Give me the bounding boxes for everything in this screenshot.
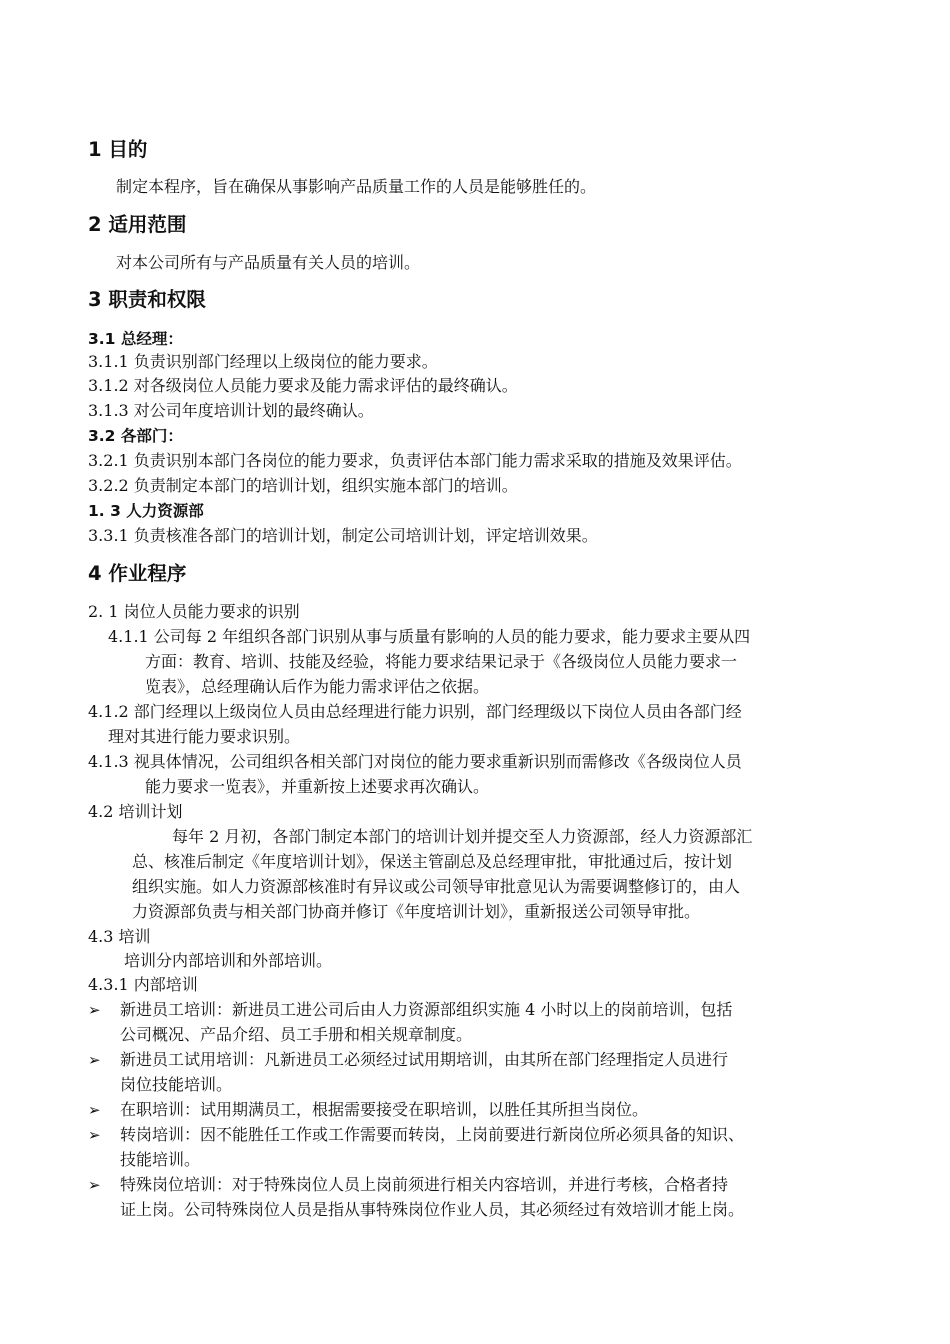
item-3-1-3: 3.1.3 对公司年度培训计划的最终确认。 — [88, 401, 374, 420]
item-4-1-2-line2: 理对其进行能力要求识别。 — [108, 727, 301, 746]
bullet-arrow-icon: ➢ — [88, 1051, 101, 1069]
bullet-arrow-icon: ➢ — [88, 1101, 101, 1119]
scope-text: 对本公司所有与产品质量有关人员的培训。 — [116, 253, 421, 272]
bullet-special-line2: 证上岗。公司特殊岗位人员是指从事特殊岗位作业人员，其必须经过有效培训才能上岗。 — [120, 1200, 745, 1219]
item-3-3-1: 3.3.1 负责核准各部门的培训计划，制定公司培训计划，评定培训效果。 — [88, 526, 598, 545]
item-3-1-2: 3.1.2 对各级岗位人员能力要求及能力需求评估的最终确认。 — [88, 376, 518, 395]
bullet-new-hire-line1: 新进员工培训：新进员工进公司后由人力资源部组织实施 4 小时以上的岗前培训，包括 — [120, 1000, 733, 1019]
item-4-1-3-line2: 能力要求一览表》，并重新按上述要求再次确认。 — [145, 777, 490, 796]
bullet-arrow-icon: ➢ — [88, 1126, 101, 1144]
item-4-1-3-line1: 4.1.3 视具体情况，公司组织各相关部门对岗位的能力要求重新识别而需修改《各级岗位人员 — [88, 752, 742, 771]
training-plan-line4: 力资源部负责与相关部门协商并修订《年度培训计划》，重新报送公司领导审批。 — [132, 902, 701, 921]
bullet-special-line1: 特殊岗位培训：对于特殊岗位人员上岗前须进行相关内容培训，并进行考核，合格者持 — [120, 1175, 729, 1194]
heading-scope: 2 适用范围 — [88, 213, 187, 236]
item-4-1-2-line1: 4.1.2 部门经理以上级岗位人员由总经理进行能力识别，部门经理级以下岗位人员由各部门经 — [88, 702, 742, 721]
subheading-4-3: 4.3 培训 — [88, 927, 151, 946]
heading-purpose: 1 目的 — [88, 138, 148, 161]
item-3-2-1: 3.2.1 负责识别本部门各岗位的能力要求，负责评估本部门能力需求采取的措施及效果评估。 — [88, 451, 742, 470]
training-plan-line1: 每年 2 月初，各部门制定本部门的培训计划并提交至人力资源部，经人力资源部汇 — [172, 827, 753, 846]
bullet-probation-line2: 岗位技能培训。 — [120, 1075, 233, 1094]
bullet-transfer-line2: 技能培训。 — [120, 1150, 201, 1169]
item-3-1-1: 3.1.1 负责识别部门经理以上级岗位的能力要求。 — [88, 352, 438, 371]
heading-responsibilities: 3 职责和权限 — [88, 288, 206, 311]
subheading-4-3-1: 4.3.1 内部培训 — [88, 975, 198, 994]
training-plan-line3: 组织实施。如人力资源部核准时有异议或公司领导审批意见认为需要调整修订的，由人 — [132, 877, 741, 896]
item-4-1-1-line1: 4.1.1 公司每 2 年组织各部门识别从事与质量有影响的人员的能力要求，能力要求主要从四 — [108, 627, 751, 646]
subheading-4-2: 4.2 培训计划 — [88, 802, 183, 821]
subheading-gm: 3.1 总经理： — [88, 330, 183, 348]
item-3-2-2: 3.2.2 负责制定本部门的培训计划，组织实施本部门的培训。 — [88, 476, 518, 495]
item-4-1-1-line3: 览表》，总经理确认后作为能力需求评估之依据。 — [145, 677, 490, 696]
heading-procedure: 4 作业程序 — [88, 562, 187, 585]
training-plan-line2: 总、核准后制定《年度培训计划》，保送主管副总及总经理审批，审批通过后，按计划 — [132, 852, 733, 871]
bullet-transfer-line1: 转岗培训：因不能胜任工作或工作需要而转岗，上岗前要进行新岗位所必须具备的知识、 — [120, 1125, 745, 1144]
training-types-text: 培训分内部培训和外部培训。 — [124, 951, 333, 970]
bullet-new-hire-line2: 公司概况、产品介绍、员工手册和相关规章制度。 — [120, 1025, 473, 1044]
bullet-arrow-icon: ➢ — [88, 1176, 101, 1194]
item-4-1-1-line2: 方面：教育、培训、技能及经验，将能力要求结果记录于《各级岗位人员能力要求一 — [145, 652, 738, 671]
subheading-departments: 3.2 各部门： — [88, 427, 183, 445]
bullet-arrow-icon: ➢ — [88, 1001, 101, 1019]
bullet-on-job-line1: 在职培训：试用期满员工，根据需要接受在职培训，以胜任其所担当岗位。 — [120, 1100, 649, 1119]
purpose-text: 制定本程序，旨在确保从事影响产品质量工作的人员是能够胜任的。 — [116, 177, 597, 196]
subheading-4-1: 2. 1 岗位人员能力要求的识别 — [88, 602, 300, 621]
bullet-probation-line1: 新进员工试用培训：凡新进员工必须经过试用期培训，由其所在部门经理指定人员进行 — [120, 1050, 729, 1069]
subheading-hr: 1. 3 人力资源部 — [88, 502, 204, 520]
